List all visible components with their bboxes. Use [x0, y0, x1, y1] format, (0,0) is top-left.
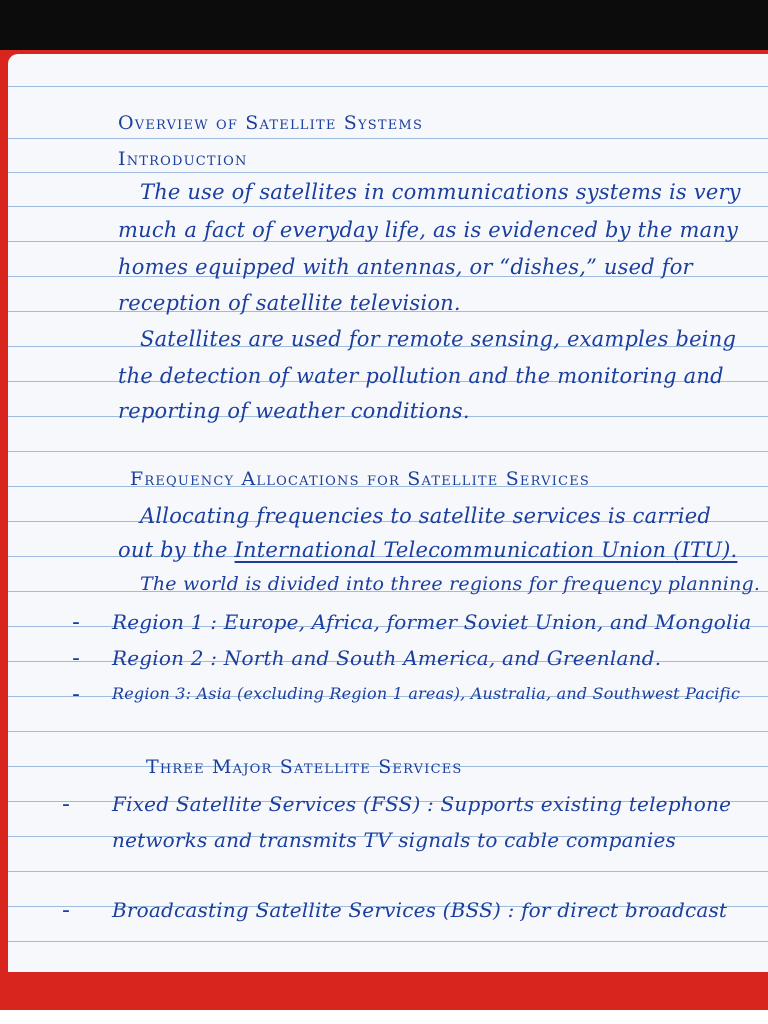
intro-p1-line1: The use of satellites in communications systems is very: [140, 180, 741, 204]
bss-dash: -: [62, 898, 70, 923]
ruled-line: [8, 172, 768, 173]
frequency-line1: Allocating frequencies to satellite services is carried: [140, 504, 712, 528]
frequency-heading: Frequency Allocations for Satellite Services: [130, 468, 591, 490]
region-3-dash: -: [72, 682, 80, 707]
introduction-heading: Introduction: [118, 148, 248, 170]
page-title: Overview of Satellite Systems: [118, 112, 424, 134]
ruled-line: [8, 86, 768, 87]
region-3: Region 3: Asia (excluding Region 1 areas), Australia, and Southwest Pacific: [112, 684, 741, 703]
notebook-page: [8, 54, 768, 972]
region-2-dash: -: [72, 646, 80, 671]
intro-p1-line3: homes equipped with antennas, or “dishes,” used for: [118, 255, 693, 279]
itu-name: International Telecommunication Union (ITU).: [234, 538, 738, 562]
bss-line1: Broadcasting Satellite Services (BSS) : for direct broadcast: [112, 898, 728, 922]
intro-p2-line2: the detection of water pollution and the monitoring and: [118, 364, 724, 388]
intro-p1-line4: reception of satellite television.: [118, 291, 461, 315]
ruled-line: [8, 206, 768, 207]
frequency-line2: [118, 538, 737, 562]
region-1-dash: -: [72, 610, 80, 635]
ruled-line: [8, 138, 768, 139]
fss-line2: networks and transmits TV signals to cable companies: [112, 828, 676, 852]
intro-p2-line3: reporting of weather conditions.: [118, 399, 470, 423]
frequency-line3: The world is divided into three regions for frequency planning.: [140, 573, 761, 595]
intro-p1-line2: much a fact of everyday life, as is evidenced by the many: [118, 218, 739, 242]
frequency-line2-prefix: out by the: [118, 538, 235, 562]
ruled-line: [8, 731, 768, 732]
region-1: Region 1 : Europe, Africa, former Soviet Union, and Mongolia: [112, 610, 752, 634]
bottom-margin: [0, 1010, 768, 1024]
fss-dash: -: [62, 792, 70, 817]
fss-line1: Fixed Satellite Services (FSS) : Supports existing telephone: [112, 792, 732, 816]
ruled-line: [8, 871, 768, 872]
intro-p2-line1: Satellites are used for remote sensing, examples being: [140, 327, 737, 351]
region-2: Region 2 : North and South America, and Greenland.: [112, 646, 662, 670]
services-heading: Three Major Satellite Services: [146, 756, 463, 778]
ruled-line: [8, 941, 768, 942]
ruled-line: [8, 451, 768, 452]
